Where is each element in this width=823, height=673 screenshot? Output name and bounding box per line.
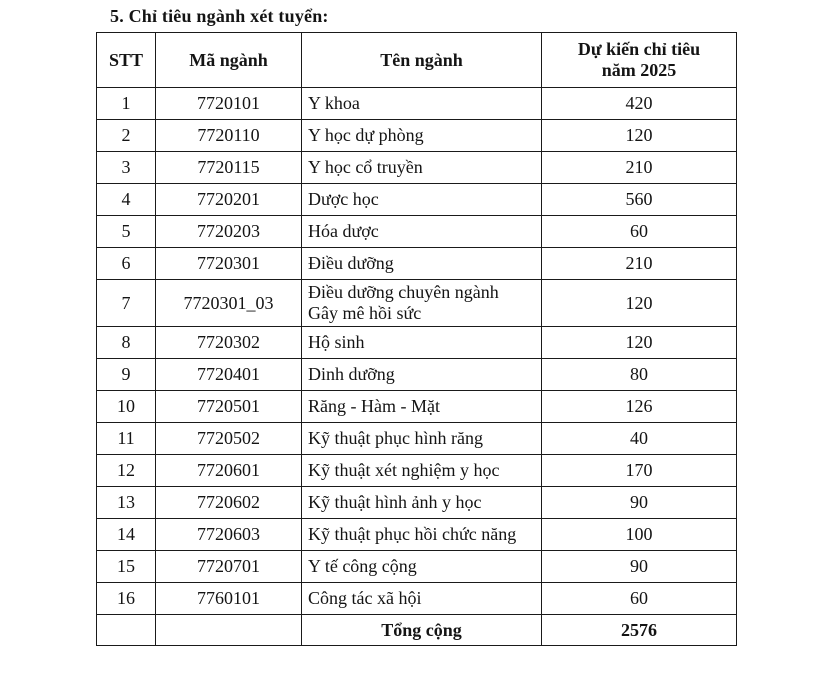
cell-code: 7760101 bbox=[156, 583, 302, 615]
total-empty-cell bbox=[97, 615, 156, 646]
table-header-row bbox=[97, 33, 737, 88]
cell-name: Y học cổ truyền bbox=[302, 152, 542, 184]
cell-name-line2: Gây mê hồi sức bbox=[308, 303, 422, 323]
cell-code: 7720602 bbox=[156, 487, 302, 519]
cell-quota: 120 bbox=[542, 280, 737, 327]
cell-code: 7720301 bbox=[156, 248, 302, 280]
cell-name bbox=[302, 280, 542, 327]
cell-code: 7720301_03 bbox=[156, 280, 302, 327]
header-quota-line1: Dự kiến chỉ tiêu bbox=[577, 39, 701, 59]
total-value: 2576 bbox=[542, 615, 737, 646]
table-row bbox=[97, 152, 737, 184]
cell-code: 7720201 bbox=[156, 184, 302, 216]
cell-stt: 13 bbox=[97, 487, 156, 519]
cell-code: 7720101 bbox=[156, 88, 302, 120]
table-row bbox=[97, 551, 737, 583]
cell-name: Hộ sinh bbox=[302, 327, 542, 359]
cell-stt: 16 bbox=[97, 583, 156, 615]
table-row bbox=[97, 88, 737, 120]
cell-quota: 170 bbox=[542, 455, 737, 487]
total-empty-cell bbox=[156, 615, 302, 646]
cell-name: Hóa dược bbox=[302, 216, 542, 248]
table-row bbox=[97, 455, 737, 487]
cell-stt: 14 bbox=[97, 519, 156, 551]
table-row bbox=[97, 583, 737, 615]
cell-quota: 90 bbox=[542, 551, 737, 583]
cell-name-line1: Điều dưỡng chuyên ngành bbox=[308, 282, 499, 302]
cell-stt: 3 bbox=[97, 152, 156, 184]
cell-name: Công tác xã hội bbox=[302, 583, 542, 615]
cell-code: 7720603 bbox=[156, 519, 302, 551]
total-row bbox=[97, 615, 737, 646]
header-code: Mã ngành bbox=[156, 33, 302, 88]
cell-name: Dược học bbox=[302, 184, 542, 216]
cell-name: Kỹ thuật phục hồi chức năng bbox=[302, 519, 542, 551]
cell-name: Kỹ thuật phục hình răng bbox=[302, 423, 542, 455]
cell-quota: 210 bbox=[542, 152, 737, 184]
cell-stt: 5 bbox=[97, 216, 156, 248]
table-row bbox=[97, 248, 737, 280]
cell-name: Dinh dưỡng bbox=[302, 359, 542, 391]
cell-name: Y tế công cộng bbox=[302, 551, 542, 583]
cell-quota: 60 bbox=[542, 583, 737, 615]
cell-quota: 100 bbox=[542, 519, 737, 551]
table-row bbox=[97, 391, 737, 423]
cell-quota: 80 bbox=[542, 359, 737, 391]
cell-code: 7720110 bbox=[156, 120, 302, 152]
admission-quota-table bbox=[96, 32, 737, 646]
cell-stt: 6 bbox=[97, 248, 156, 280]
cell-quota: 60 bbox=[542, 216, 737, 248]
cell-code: 7720302 bbox=[156, 327, 302, 359]
table-row bbox=[97, 519, 737, 551]
total-label: Tổng cộng bbox=[302, 615, 542, 646]
cell-stt: 9 bbox=[97, 359, 156, 391]
cell-quota: 420 bbox=[542, 88, 737, 120]
cell-name: Điều dưỡng bbox=[302, 248, 542, 280]
header-quota bbox=[542, 33, 737, 88]
header-name: Tên ngành bbox=[302, 33, 542, 88]
cell-quota: 120 bbox=[542, 327, 737, 359]
cell-code: 7720203 bbox=[156, 216, 302, 248]
cell-name: Kỹ thuật hình ảnh y học bbox=[302, 487, 542, 519]
cell-code: 7720701 bbox=[156, 551, 302, 583]
header-stt: STT bbox=[97, 33, 156, 88]
cell-quota: 126 bbox=[542, 391, 737, 423]
cell-code: 7720502 bbox=[156, 423, 302, 455]
cell-stt: 8 bbox=[97, 327, 156, 359]
cell-stt: 4 bbox=[97, 184, 156, 216]
table-row bbox=[97, 120, 737, 152]
cell-stt: 1 bbox=[97, 88, 156, 120]
cell-stt: 7 bbox=[97, 280, 156, 327]
cell-code: 7720115 bbox=[156, 152, 302, 184]
cell-name: Kỹ thuật xét nghiệm y học bbox=[302, 455, 542, 487]
cell-quota: 120 bbox=[542, 120, 737, 152]
table-row bbox=[97, 280, 737, 327]
header-quota-line2: năm 2025 bbox=[601, 60, 677, 80]
cell-code: 7720601 bbox=[156, 455, 302, 487]
cell-stt: 10 bbox=[97, 391, 156, 423]
table-row bbox=[97, 487, 737, 519]
cell-code: 7720401 bbox=[156, 359, 302, 391]
table-row bbox=[97, 216, 737, 248]
cell-quota: 90 bbox=[542, 487, 737, 519]
table-row bbox=[97, 423, 737, 455]
cell-stt: 15 bbox=[97, 551, 156, 583]
table-row bbox=[97, 184, 737, 216]
section-heading: 5. Chỉ tiêu ngành xét tuyển: bbox=[110, 6, 329, 26]
cell-code: 7720501 bbox=[156, 391, 302, 423]
table-row bbox=[97, 327, 737, 359]
cell-quota: 560 bbox=[542, 184, 737, 216]
cell-name: Y khoa bbox=[302, 88, 542, 120]
cell-name: Y học dự phòng bbox=[302, 120, 542, 152]
cell-name: Răng - Hàm - Mặt bbox=[302, 391, 542, 423]
cell-quota: 210 bbox=[542, 248, 737, 280]
cell-stt: 2 bbox=[97, 120, 156, 152]
cell-stt: 11 bbox=[97, 423, 156, 455]
cell-quota: 40 bbox=[542, 423, 737, 455]
table-row bbox=[97, 359, 737, 391]
cell-stt: 12 bbox=[97, 455, 156, 487]
